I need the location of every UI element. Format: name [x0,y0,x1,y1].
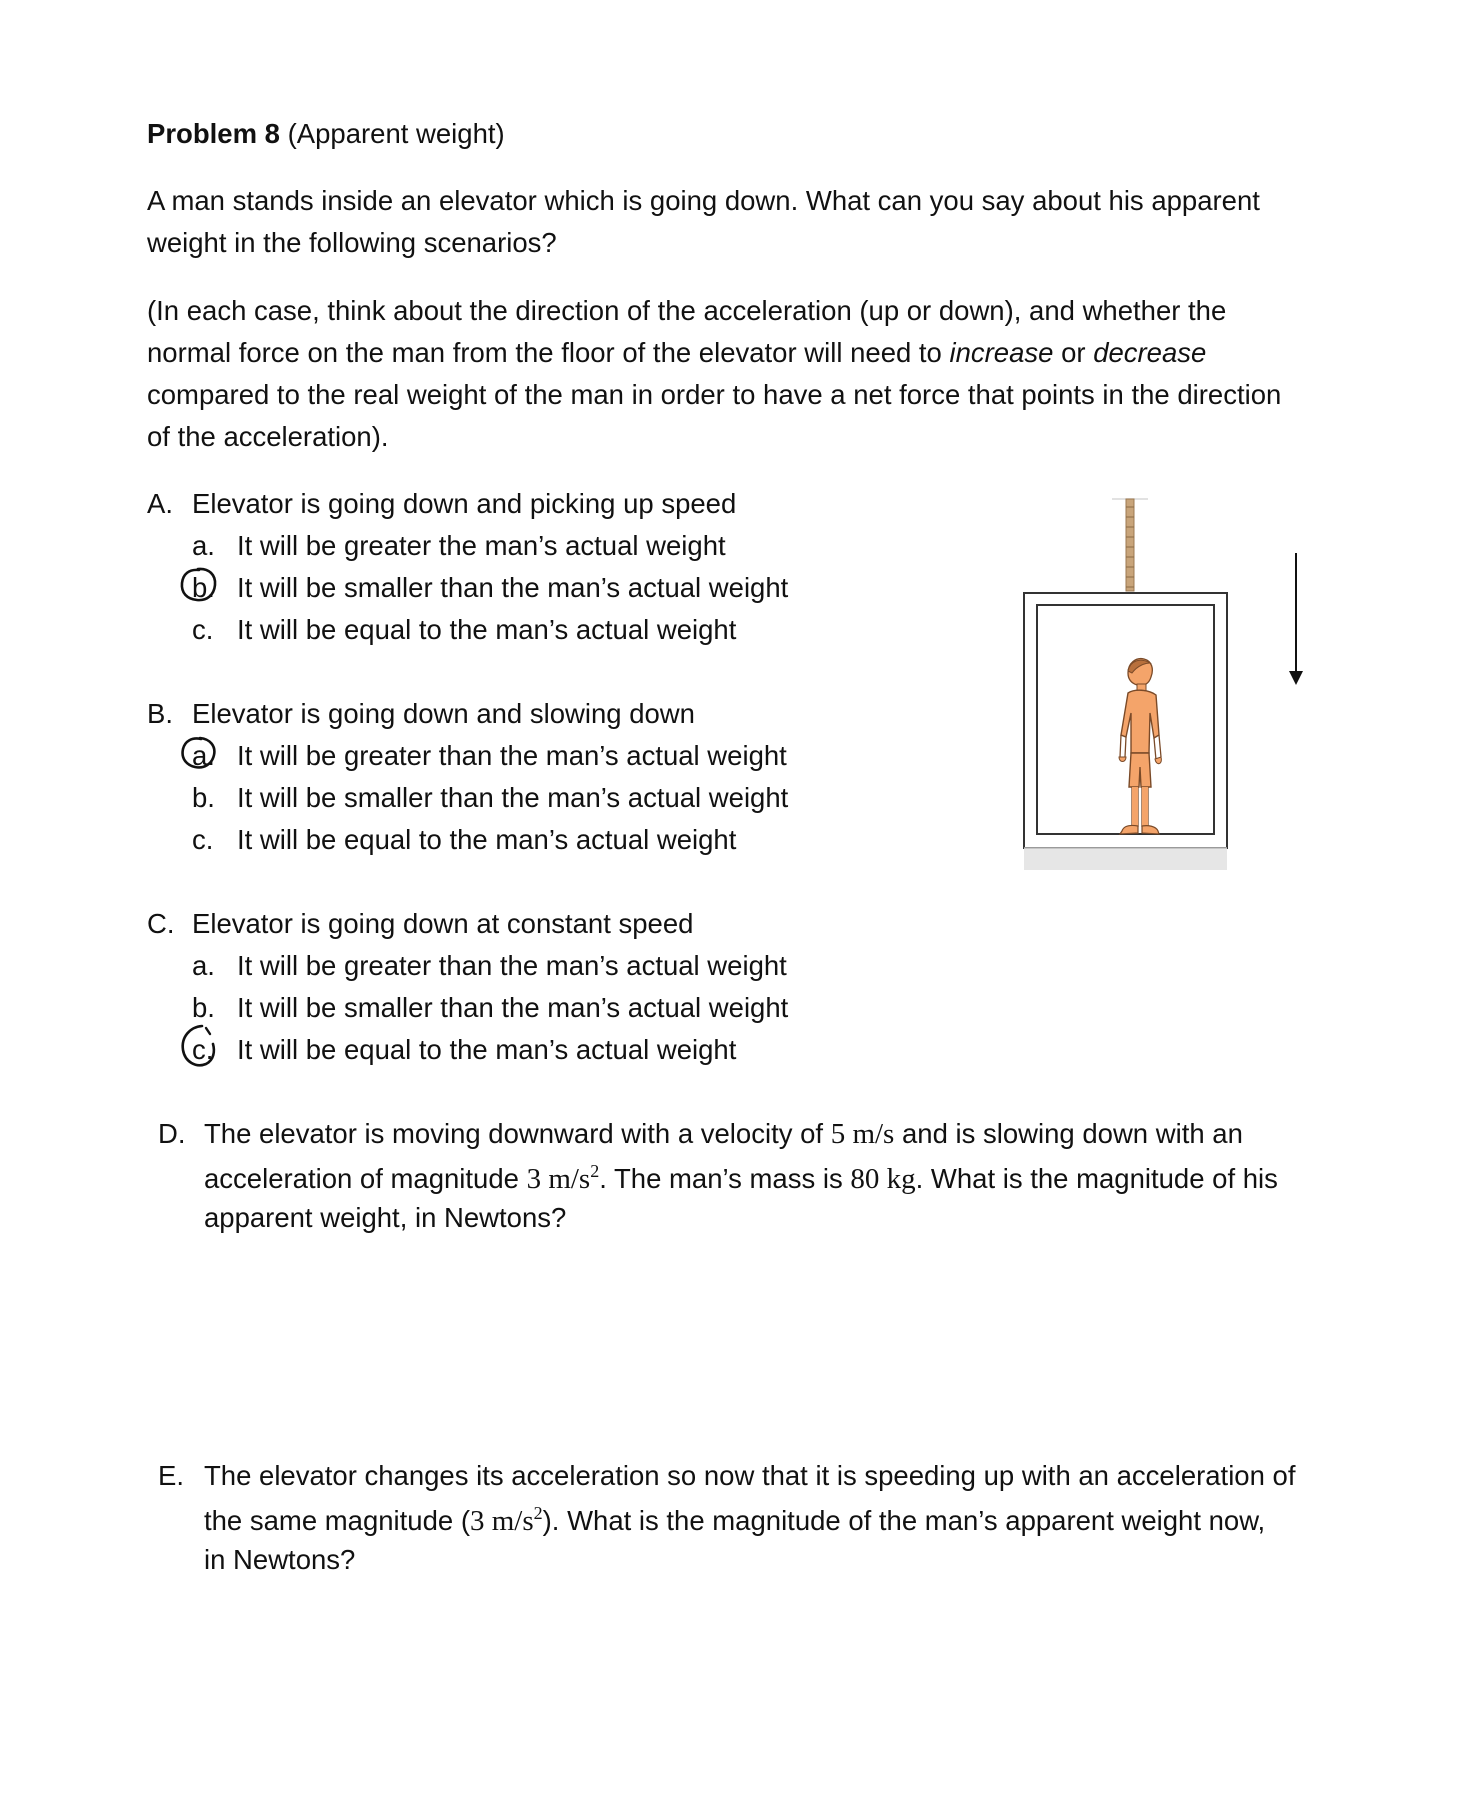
part-e-line-1: The elevator changes its acceleration so now that it is speeding up with an acceleration of [204,1460,1296,1491]
problem-topic: (Apparent weight) [279,118,505,149]
part-d-line-2: acceleration of magnitude 3 $m/s^2$. The man’s mass is 80 kg. What is the magnitude of his [204,1161,1278,1195]
part-c-question: Elevator is going down at constant speed [192,908,694,939]
part-a-option-c: It will be equal to the man’s actual weight [237,614,737,645]
part-e-line-2: the same magnitude (3 $m/s^2$). What is the magnitude of the man’s apparent weight now, [204,1503,1266,1537]
acceleration-value: 3 m/s [469,1505,534,1537]
part-c-option-a-letter: a. [192,950,215,981]
part-a-option-a: It will be greater the man’s actual weight [237,530,726,561]
part-b-option-c: It will be equal to the man’s actual weight [237,824,737,855]
emphasis-increase: increase [949,337,1054,368]
emphasis-decrease: decrease [1093,337,1207,368]
part-a-option-b-letter: b. [192,572,215,603]
hint-line-1: (In each case, think about the direction of the acceleration (up or down), and whether the [147,295,1227,326]
part-c-option-c-letter: c. [192,1034,214,1065]
hint-line-4: of the acceleration). [147,421,389,452]
part-b-option-c-letter: c. [192,824,214,855]
part-c-option-b: It will be smaller than the man’s actual weight [237,992,789,1023]
part-e-letter: E. [158,1460,184,1491]
part-d-line-1: The elevator is moving downward with a velocity of 5 m/s and is slowing down with an [204,1118,1243,1150]
problem-number: Problem 8 [147,118,280,149]
part-c-option-c: It will be equal to the man’s actual weight [237,1034,737,1065]
velocity-value: 5 m/s [830,1118,895,1150]
part-b-option-b-letter: b. [192,782,215,813]
part-b-letter: B. [147,698,173,729]
downward-arrow-icon [1289,553,1303,685]
page-title [147,120,505,148]
part-c-letter: C. [147,908,175,939]
answer-circle-mark-a [176,563,220,607]
elevator-figure [1020,495,1320,885]
part-c-option-b-letter: b. [192,992,215,1023]
part-d-letter: D. [158,1118,186,1149]
part-e-line-3: in Newtons? [204,1544,356,1575]
intro-line-2: weight in the following scenarios? [147,227,557,258]
answer-circle-mark-c [176,1022,222,1072]
mass-value: 80 kg [850,1163,916,1195]
part-a-option-c-letter: c. [192,614,214,645]
hint-line-2: normal force on the man from the floor of the elevator will need to increase or decrease [147,337,1207,368]
intro-line-1: A man stands inside an elevator which is going down. What can you say about his apparent [147,185,1260,216]
part-a-letter: A. [147,488,173,519]
part-b-option-a: It will be greater than the man’s actual weight [237,740,787,771]
hint-line-3: compared to the real weight of the man in order to have a net force that points in the direction [147,379,1282,410]
part-d-line-3: apparent weight, in Newtons? [204,1202,567,1233]
part-b-option-b: It will be smaller than the man’s actual weight [237,782,789,813]
elevator-cable-icon [1112,499,1148,591]
part-a-option-a-letter: a. [192,530,215,561]
part-a-question: Elevator is going down and picking up speed [192,488,737,519]
part-c-option-a: It will be greater than the man’s actual weight [237,950,787,981]
answer-circle-mark-b [176,731,220,775]
acceleration-value: 3 m/s [526,1163,591,1195]
part-a-option-b: It will be smaller than the man’s actual weight [237,572,789,603]
part-b-question: Elevator is going down and slowing down [192,698,695,729]
part-b-option-a-letter: a. [192,740,215,771]
